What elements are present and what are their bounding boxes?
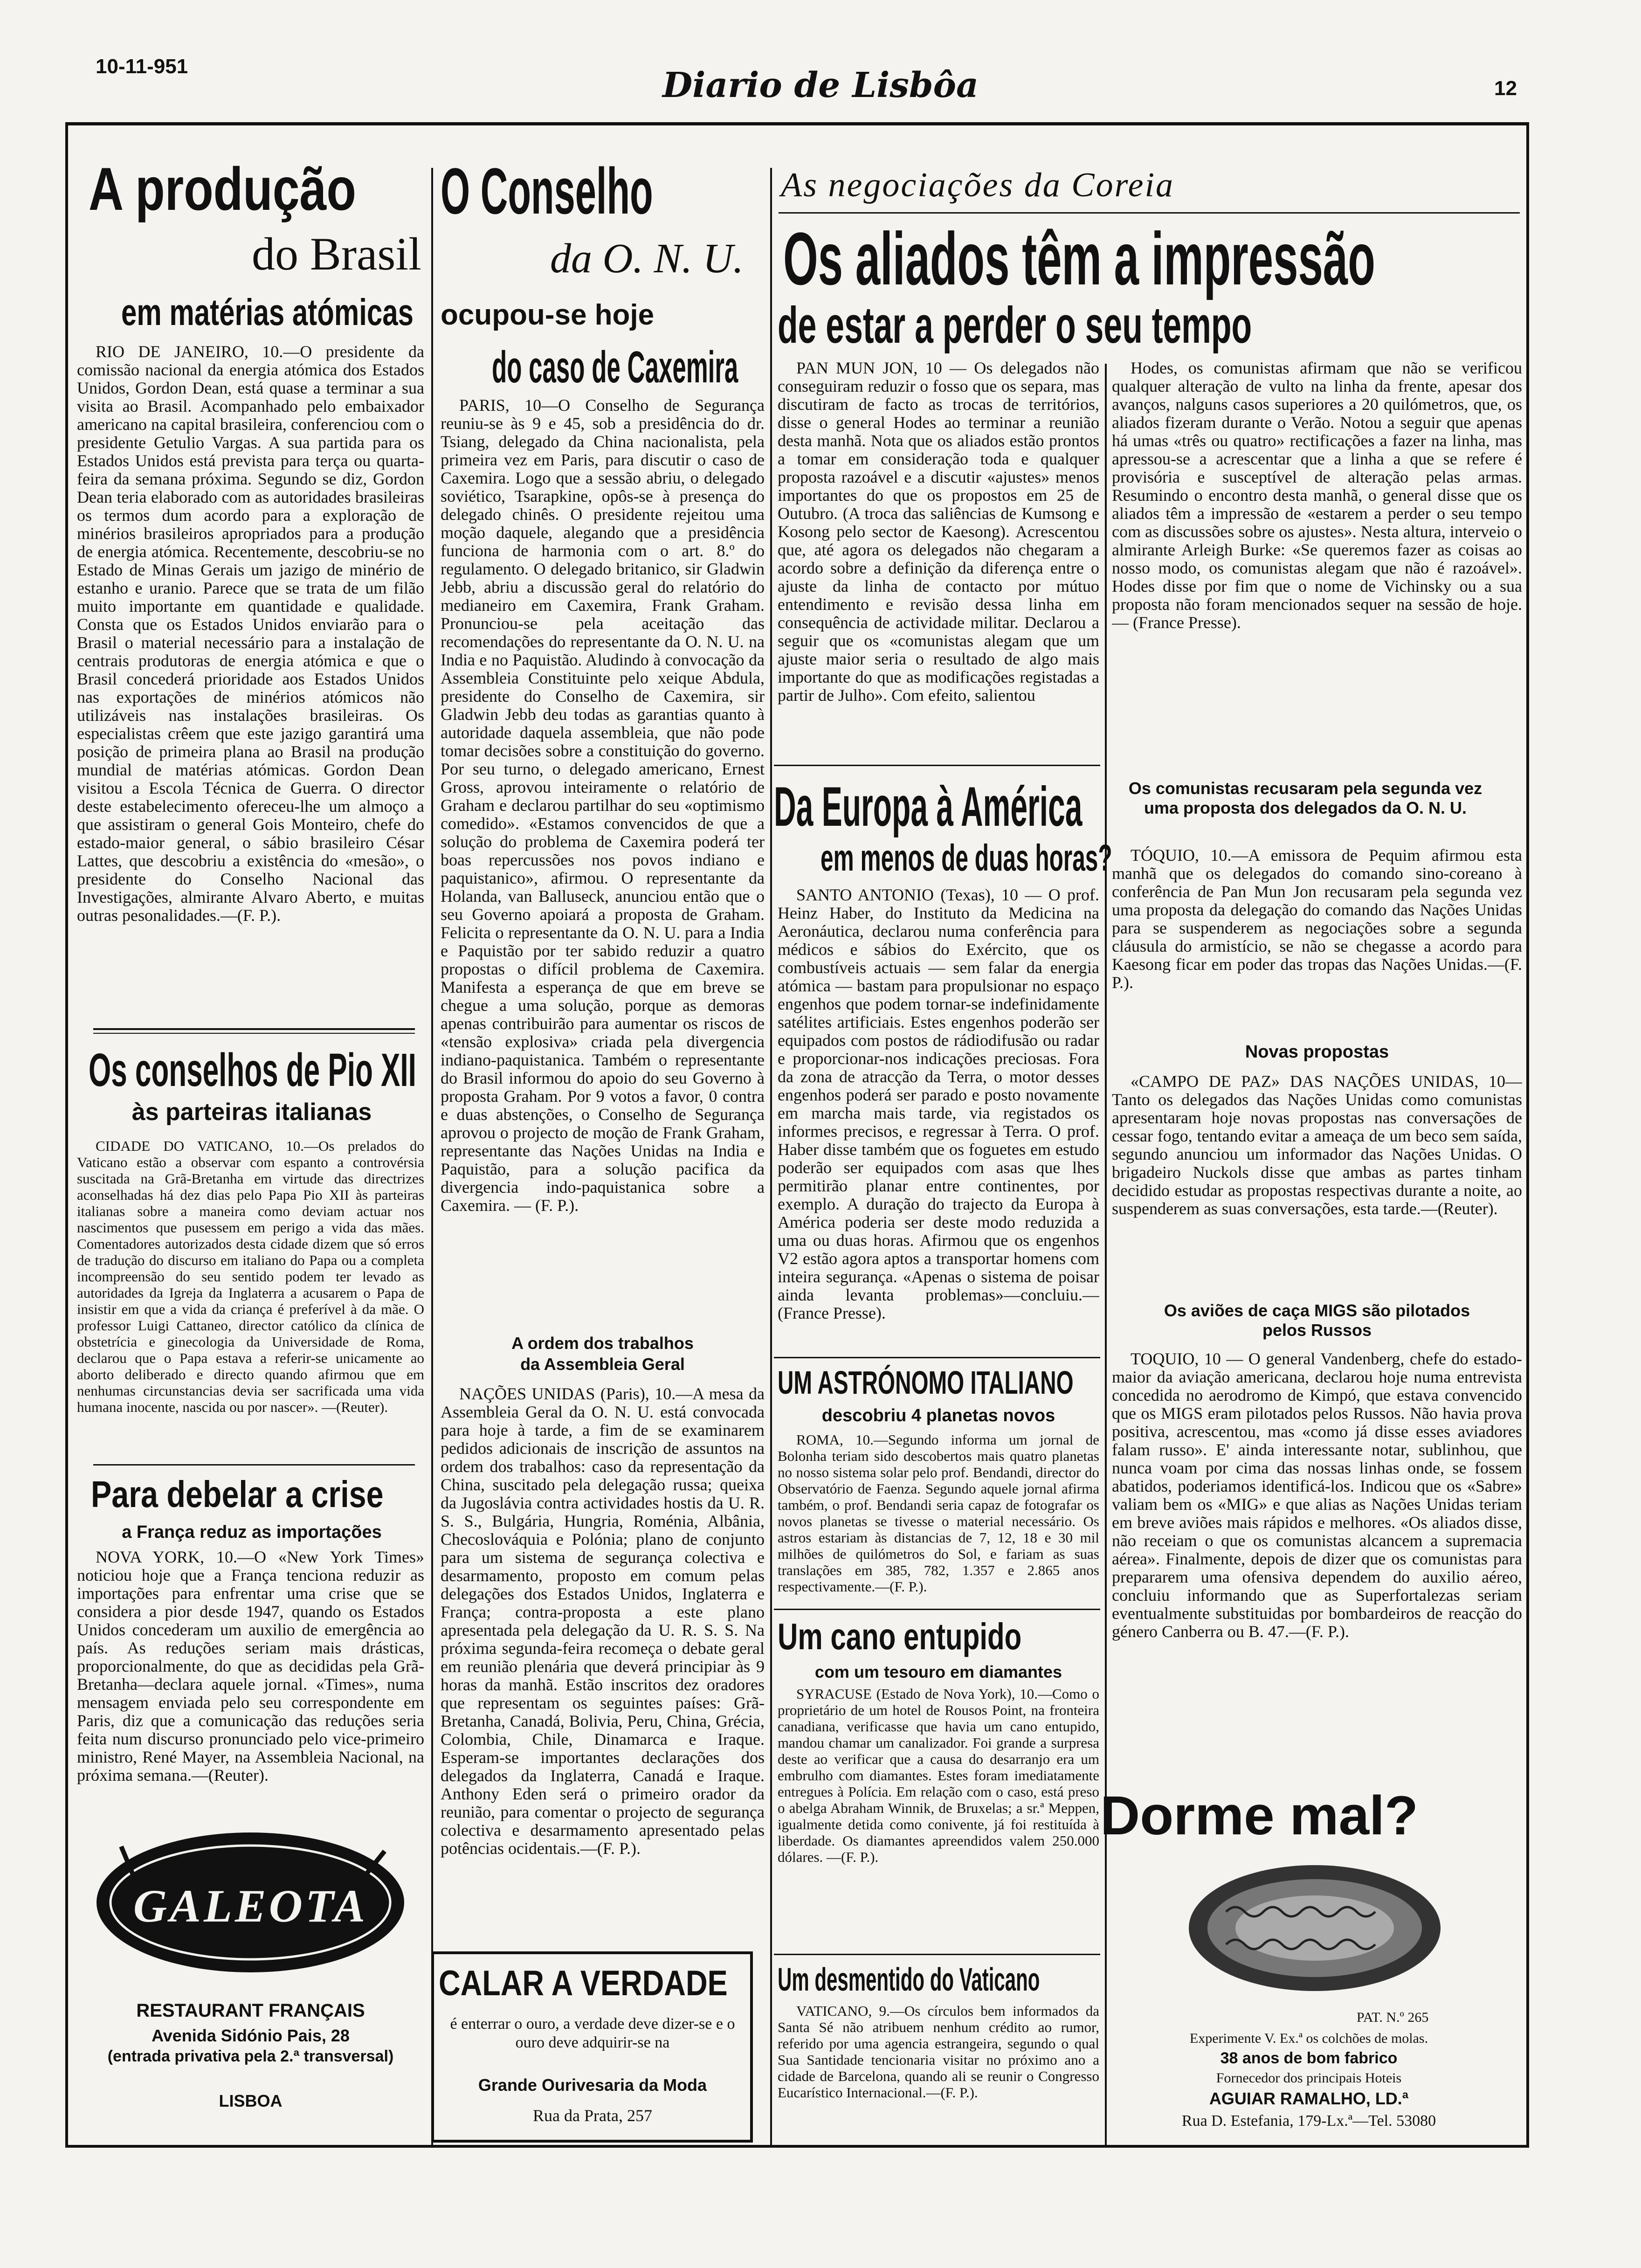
galeota-brand: GALEOTA xyxy=(133,1880,368,1932)
headline-franca-importacoes: a França reduz as importações xyxy=(122,1522,382,1542)
issue-date: 10-11-951 xyxy=(96,55,188,78)
headline-ocupou-se: ocupou-se hoje xyxy=(441,299,655,331)
col1-rule-a xyxy=(93,1028,415,1030)
left-frame xyxy=(65,122,68,2148)
dorme-mal-line5: Rua D. Estefania, 179-Lx.ª—Tel. 53080 xyxy=(1181,2112,1436,2130)
headline-ordem-trabalhos: A ordem dos trabalhos xyxy=(511,1334,694,1353)
headline-comunistas-recusaram: Os comunistas recusaram pela segunda vez uma proposta dos delegados da O. N. U. xyxy=(1128,779,1482,817)
col1-rule-c xyxy=(93,1464,415,1466)
column-rule-1 xyxy=(431,168,433,2145)
col3-rule-a xyxy=(774,765,1100,766)
calar-verdade-line2: Grande Ourivesaria da Moda xyxy=(478,2075,707,2095)
col1-rule-b xyxy=(93,1033,415,1034)
article-comunistas-recusaram: TÓQUIO, 10.—A emissora de Pequim afirmou esta manhã que os delegados do comando sino-coreano à conferência de Pan Mun Jon recusaram pela segunda vez uma proposta da delegação do comando das Nações Unidas para se suspenderem as negociações sobre a segunda cláusula do armistício, se não se chegasse a acordo para Kaesong ficar em poder das tropas das Nações Unidas.—(F. P.). xyxy=(1112,846,1522,992)
galeota-line4: LISBOA xyxy=(219,2091,283,2110)
article-aliados-part1: PAN MUN JON, 10 — Os delegados não conseguiram reduzir o fosso que os separa, mas discutiram de facto as trocas de territórios, disse o general Hodes ao terminar a reunião desta manhã. Nota que os aliados estão prontos a tomar em consideração toda e qualquer proposta razoável e a discutir «ajustes» menos importantes do que os propostos em 25 de Outubro. (A troca das saliências de Kumsong e Kosong pelo sector de Kaesong). Acrescentou que, até agora os delegados não chegaram a acordo sobre a definição da diferença entre o ajuste da linha de contacto por mútuo entendimento e revisão dessa linha em consequência de actividade militar. Declarou a seguir que os «comunistas alegam que um ajuste maior seria o resultado de algo mais importante do que as modificações registadas a partir de Julho». Com efeito, salientou xyxy=(778,359,1099,705)
bottom-rule xyxy=(65,2145,1529,2148)
headline-conselho: O Conselho xyxy=(441,154,653,228)
article-assembleia-geral: NAÇÕES UNIDAS (Paris), 10.—A mesa da Assembleia Geral da O. N. U. está convocada para hoje à tarde, a fim de se examinarem pedidos adicionais de inscrição de assuntos na ordem dos trabalhos: caso da representação da China, suscitado pela delegação russa; queixa da Jugoslávia contra actividades hostis da U. R. S. S., Bulgária, Hungria, Roménia, Albânia, Checoslováquia e Polónia; plano de conjunto para um sistema de segurança colectiva e desarmamento, proposto em comum pelas delegações dos Estados Unidos, Inglaterra e França; contra-proposta a este plano apresentada pela delegação da U. R. S. S. Na próxima segunda-feira recomeça o debate geral em reunião plenária que deverá principiar às 9 horas da manhã. Estão inscritos dez oradores que representam os seguintes países: Grã-Bretanha, Canadá, Bolivia, Peru, China, Grécia, Colombia, Chile, Dinamarca e Iraque. Esperam-se importantes declarações dos delegados da Inglaterra, Canadá e Iraque. Anthony Eden será o primeiro orador da reunião, para comentar o projecto de segurança colectiva e desarmamento apresentado pelas potências ocidentais.—(F. P.). xyxy=(441,1385,765,1858)
col3-rule-d xyxy=(774,1954,1100,1955)
headline-do-brasil: do Brasil xyxy=(252,228,421,280)
calar-verdade-line3: Rua da Prata, 257 xyxy=(533,2106,652,2125)
article-aliados-part2: Hodes, os comunistas afirmam que não se verificou qualquer alteração de vulto na linha da frente, apesar dos avanços, nalguns casos superiores a 20 quilómetros, que, os aliados fizeram durante o Verão. Notou a seguir que apenas há umas «três ou quatro» rectificações a fazer na linha, mas apressou-se a acrescentar que a linha a que se refere é provisória e susceptível de alteração pelas armas. Resumindo o encontro desta manhã, o general disse que os aliados têm a impressão de «estarem a perder o seu tempo com as discussões sobre os ajustes». Nesta altura, interveio o almirante Arleigh Burke: «Se queremos fazer as coisas ao nosso modo, os comunistas alegam que não é razoável». Hodes disse por fim que o nome de Vichinsky ou a sua proposta não foram mencionados sequer na sessão de hoje. — (France Presse). xyxy=(1112,359,1522,632)
column-rule-2 xyxy=(770,168,772,2145)
headline-assembleia-geral: da Assembleia Geral xyxy=(520,1355,685,1374)
headline-europa-america: Da Europa à América xyxy=(774,775,1083,838)
masthead-title: Diario de Lisbôa xyxy=(662,65,979,105)
col3-rule-c xyxy=(774,1609,1100,1610)
galeota-line3: (entrada privativa pela 2.ª transversal) xyxy=(107,2047,394,2065)
headline-pio-xii: Os conselhos de Pio XII xyxy=(89,1044,416,1096)
headline-materias-atomicas: em matérias atómicas xyxy=(121,291,414,333)
right-frame xyxy=(1526,122,1529,2148)
dorme-mal-ad xyxy=(1096,1786,1522,2143)
headline-perder-tempo: de estar a perder o seu tempo xyxy=(778,297,1252,354)
headline-aliados-impressao: Os aliados têm a impressão xyxy=(783,217,1375,300)
dorme-mal-line4: AGUIAR RAMALHO, LD.ª xyxy=(1209,2089,1409,2108)
headline-producao: A produção xyxy=(89,155,356,223)
article-pio-xii: CIDADE DO VATICANO, 10.—Os prelados do Vaticano estão a observar com espanto a controvérsia suscitada na Grã-Bretanha em virtude das directrizes aconselhadas há dez dias pelo Papa Pio XII às parteiras italianas sobre a maneira como deviam actuar nos nascimentos que pusessem em perigo a vida das mães. Comentadores autorizados desta cidade dizem que só erros de tradução do discurso em italiano do Papa ou a completa incompreensão do seu sentido podem ter levado as autoridades da Igreja da Inglaterra a acusarem o Papa de insistir em que a vida da criança é preferível à da mãe. O professor Luigi Cattaneo, director católico da clínica de obstetrícia e ginecologia da Universidade de Roma, declarou que o Papa estava a referir-se unicamente ao aborto deliberado e directo quando afirmou que em nenhumas circunstancias devia ser sacrificada uma vida humana inocente, nascida ou por nascer». —(Reuter). xyxy=(77,1138,424,1415)
dorme-mal-pat: PAT. N.º 265 xyxy=(1357,2010,1429,2025)
galeota-ad xyxy=(77,1819,424,2140)
headline-planetas-novos: descobriu 4 planetas novos xyxy=(821,1406,1055,1425)
kicker-coreia: As negociações da Coreia xyxy=(781,166,1175,204)
headline-tesouro-diamantes: com um tesouro em diamantes xyxy=(814,1662,1062,1681)
page-number: 12 xyxy=(1494,77,1517,100)
headline-desmentido-vaticano: Um desmentido do Vaticano xyxy=(778,1961,1040,1998)
headline-cano-entupido: Um cano entupido xyxy=(778,1616,1022,1657)
kicker-rule xyxy=(779,212,1520,214)
article-avioes-migs: TOQUIO, 10 — O general Vandenberg, chefe do estado-maior da aviação americana, declarou hoje numa entrevista concedida no aerodromo de Kimpó, que estava convencido que os MIGS eram pilotados pelos Russos. Não havia prova positiva, acrescentou, mas «como já disse esses aviadores falam russo». E' ainda interessante notar, sublinhou, que nunca voam por cima das nossas linhas onde, se fossem abatidos, poderiamos identificá-los. Indicou que os «Sabre» valiam bem os «MIG» e que alias as Nações Unidas teriam em breve aviões mais rápidos e melhores. «Os aliados disse, não receiam o que os comunistas alcancem a supremacia aérea». Finalmente, depois de dizer que os comunistas para prepararem uma ofensiva dependem do auxilio aéreo, concluiu informando que as Superfortalezas seriam eventualmente substituidas por bombardeiros de reacção do género Canberra ou B. 47.—(F. P.). xyxy=(1112,1350,1522,1641)
mattress-icon xyxy=(1175,1851,1455,2005)
article-europa-america: SANTO ANTONIO (Texas), 10 — O prof. Heinz Haber, do Instituto da Medicina na Aeronáutica, declarou numa conferência para médicos e sábios do Exército, que os combustíveis actuais — sem falar da energia atómica — bastam para propulsionar no espaço engenhos que podem tornar-se indefinidamente satélites artificiais. Estes engenhos poderão ser equipados com postos de rádiodifusão ou radar e proporcionar-nos indicações preciosas. Fora da zona de atracção da Terra, o motor desses engenhos poderá ser parado e posto novamente em marcha mais tarde, via registados os informes precisos, e regressar à Terra. O prof. Haber disse também que os foguetes em estudo poderão ser equipados com asas que lhes permitirão planar entre continentes, por exemplo. A duração do trajecto da Europa à América poderia ser deste modo reduzida a uma ou duas horas. Afirmou que os engenhos V2 estão agora aptos a transportar homens com inteira segurança. «Apenas o sistema de poisar ainda levanta problemas»—concluiu.— (France Presse). xyxy=(778,886,1099,1322)
galeota-line2: Avenida Sidónio Pais, 28 xyxy=(152,2026,350,2045)
dorme-mal-line3: Fornecedor dos principais Hoteis xyxy=(1216,2070,1402,2086)
dorme-mal-line2: 38 anos de bom fabrico xyxy=(1220,2049,1398,2067)
top-rule xyxy=(65,122,1529,125)
article-astronomo: ROMA, 10.—Segundo informa um jornal de Bolonha teriam sido descobertos mais quatro planetas no nosso sistema solar pelo prof. Bendandi, director do Observatório de Faenza. Segundo aquele jornal afirma também, o prof. Bendandi seria capaz de fotografar os novos planetas se tivesse o material necessário. Os astros estariam às distancias de 7, 12, 18 e 30 mil milhões de quilómetros do Sol, e fariam as suas translações em 385, 782, 1.357 e 2.865 anos respectivamente.—(F. P.). xyxy=(778,1431,1099,1595)
article-conselho-onu: PARIS, 10—O Conselho de Segurança reuniu-se às 9 e 45, sob a presidência do dr. Tsiang, delegado da China nacionalista, pela primeira vez em Paris, para discutir o caso de Caxemira. Logo que a sessão abriu, o delegado soviético, Tsarapkine, opôs-se à presença do delegado chinês. O presidente rejeitou uma moção daquele, alegando que a presidência funciona de harmonia com o art. 8.º do regulamento. O delegado britanico, sir Gladwin Jebb, abriu a discussão geral do relatório do medianeiro em Caxemira, Frank Graham. Pronunciou-se pela aceitação das recomendações do representante da O. N. U. na India e no Paquistão. Aludindo à convocação da Assembleia Constituinte pelo xeique Abdula, presidente do Conselho de Caxemira, sir Gladwin Jebb deu todas as garantias quanto à autoridade daquela assembleia, que não pode tomar decisões sobre a constituição do governo. Por seu turno, o delegado americano, Ernest Gross, aprovou inteiramente o relatório de Graham e declarou partilhar do seu «optimismo comedido». «Estamos convencidos de que a solução do problema de Caxemira poderá ter boas repercussões nos povos indiano e paquistanico», afirmou. O representante da Holanda, van Balluseck, anunciou então que o seu Governo apoiará a proposta de Graham. Felicita o representante da O. N. U. para a India e Paquistão por ter sabido reduzir a quatro propostas o difícil problema de Caxemira. Manifesta a esperança de que em breve se chegue a uma solução, porque as demoras apenas contribuirão para aumentar os riscos de «tensão explosiva» criada pela divergencia indiano-paquistanica. Também o representante do Brasil informou do apoio do seu Governo à proposta Graham. Por 9 votos a favor, 0 contra e duas abstenções, o Conselho de Segurança aprovou o projecto de moção de Frank Graham, representante das Nações Unidas na India e Paquistão, para a solução pacifica da divergencia indo-paquistanica sobre a Caxemira. — (F. P.). xyxy=(441,396,765,1215)
article-cano-entupido: SYRACUSE (Estado de Nova York), 10.—Como o proprietário de um hotel de Rousos Point, na fronteira canadiana, verificasse que havia um cano entupido, mandou chamar um canalizador. Foi grande a surpresa deste ao verificar que a causa do desarranjo era um embrulho com diamantes. Estes foram imediatamente entregues à Polícia. Em relação com o caso, está preso o abelga Abraham Winnik, de Bruxelas; a sr.ª Meppen, igualmente detida como conivente, já foi restituída à liberdade. Os diamantes apreendidos valem 250.000 dólares. —(F. P.). xyxy=(778,1686,1099,1865)
headline-avioes-migs: Os aviões de caça MIGS são pilotados pelos Russos xyxy=(1164,1301,1470,1340)
article-debelar-crise: NOVA YORK, 10.—O «New York Times» noticiou hoje que a França tenciona reduzir as importações para enfrentar uma crise que se considera a pior desde 1947, quando os Estados Unidos concederam um auxilio de emergência ao país. As reduções seriam mais drásticas, proporcionalmente, do que as decididas pela Grã-Bretanha—declara aquele jornal. «Times», numa mensagem enviada pelo seu correspondente em Paris, diz que a comunicação das reduções seria feita num discurso pronunciado pelo vice-primeiro ministro, René Mayer, na Assembleia Nacional, na próxima semana.—(Reuter). xyxy=(77,1548,424,1784)
headline-astronomo: UM ASTRÓNOMO ITALIANO xyxy=(778,1364,1074,1401)
headline-caxemira: do caso de Caxemira xyxy=(492,342,738,392)
calar-verdade-line1: é enterrar o ouro, a verdade deve dizer-se e o ouro deve adquirir-se na xyxy=(450,2015,735,2051)
article-novas-propostas: «CAMPO DE PAZ» DAS NAÇÕES UNIDAS, 10—Tanto os delegados das Nações Unidas como comunistas apresentaram hoje novas propostas nas conversações de cessar fogo, tentando evitar a ameaça de um beco sem saída, segundo anunciou um informador das Nações Unidas. O brigadeiro Nuckols disse que ambas as partes tinham decidido estudar as propostas respectivas durante a noite, ao suspenderem as suas conversações, esta tarde.—(Reuter). xyxy=(1112,1072,1522,1218)
galeota-line1: RESTAURANT FRANÇAIS xyxy=(136,2000,365,2021)
headline-debelar-crise: Para debelar a crise xyxy=(91,1473,384,1515)
dorme-mal-head: Dorme mal? xyxy=(1100,1785,1418,1846)
calar-verdade-head: CALAR A VERDADE xyxy=(439,1964,728,2003)
headline-da-onu: da O. N. U. xyxy=(550,235,744,282)
dorme-mal-line1: Experimente V. Ex.ª os colchões de molas. xyxy=(1189,2031,1428,2046)
headline-duas-horas: em menos de duas horas? xyxy=(820,837,1112,878)
headline-novas-propostas: Novas propostas xyxy=(1245,1042,1389,1062)
calar-verdade-ad xyxy=(431,1951,753,2143)
col3-rule-b xyxy=(774,1357,1100,1358)
article-producao-brasil: RIO DE JANEIRO, 10.—O presidente da comissão nacional da energia atómica dos Estados Unidos, Gordon Dean, está quase a terminar a sua visita ao Brasil. Acompanhado pelo embaixador americano na capital brasileira, conferenciou com o presidente Getulio Vargas. A sua partida para os Estados Unidos está prevista para terça ou quarta-feira da semana próxima. Segundo se diz, Gordon Dean teria elaborado com as autoridades brasileiras os termos dum acordo para a exploração de minérios brasileiros apropriados para a produção de energia atómica. Recentemente, descobriu-se no Estado de Minas Gerais um jazigo de minério de estanho e uranio. Parece que se trata de um filão muito importante em quantidade e qualidade. Consta que os Estados Unidos enviarão para o Brasil o material necessário para a instalação de centrais produtoras de energia atómica e que o Brasil concederá prioridade aos Estados Unidos nas exportações de minérios atómicos não utilizáveis nas instalações brasileiras. Os especialistas crêem que este jazigo garantirá uma posição de primeira plana ao Brasil na produção mundial de matérias atómicas. Gordon Dean visitou a Escola Técnica de Guerra. O director deste estabelecimento ofereceu-lhe um almoço a que assistiram o general Gois Monteiro, chefe do estado-maior general, o sábio brasileiro César Lattes, que descobriu a existência do «mesão», o presidente do Conselho Nacional das Investigações, almirante Alvaro Aberto, e muitas outras pesonalidades.—(F. P.). xyxy=(77,343,424,925)
article-desmentido-vaticano: VATICANO, 9.—Os círculos bem informados da Santa Sé não atribuem nenhum crédito ao rumor, referido por uma agencia estrangeira, segundo o qual Sua Santidade tencionaria visitar no próximo ano a cidade de Barcelona, quando ali se reunir o Congresso Eucarístico Internacional.—(F. P.). xyxy=(778,2003,1099,2101)
headline-parteiras: às parteiras italianas xyxy=(131,1099,372,1126)
